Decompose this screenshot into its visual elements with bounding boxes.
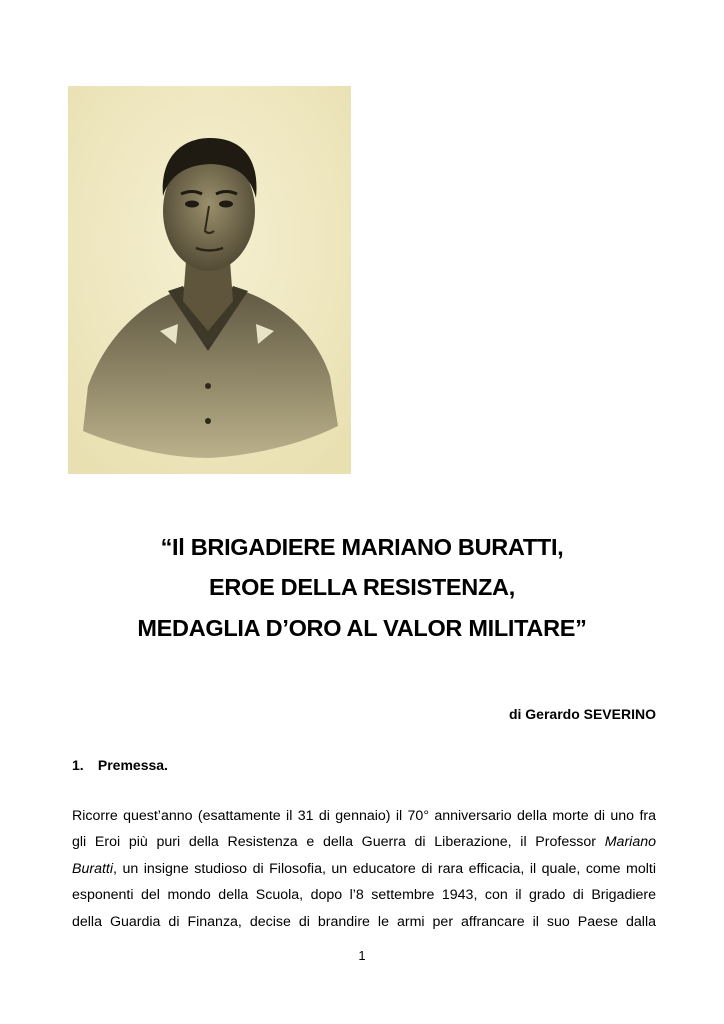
section-heading <box>72 757 168 773</box>
paragraph-line: esponenti del mondo della Scuola, dopo l’8 settembre 1943, con il grado di Brigadiere <box>72 887 656 904</box>
section-number: 1. <box>72 757 84 773</box>
body-paragraph <box>72 803 656 935</box>
portrait-illustration <box>68 86 351 474</box>
author-byline: di Gerardo SEVERINO <box>508 706 656 722</box>
paragraph-italic-surname: Buratti <box>72 860 114 877</box>
paragraph-line <box>72 856 656 882</box>
portrait-photo <box>68 86 351 474</box>
paragraph-line: Ricorre quest’anno (esattamente il 31 di gennaio) il 70° anniversario della morte di uno fra <box>72 808 656 824</box>
title-line-1: “Il BRIGADIERE MARIANO BURATTI, <box>160 534 564 560</box>
paragraph-line <box>72 829 656 855</box>
section-title: Premessa. <box>97 757 168 773</box>
title-line-2: EROE DELLA RESISTENZA, <box>209 574 515 600</box>
paragraph-italic-name: Mariano <box>604 834 656 851</box>
paragraph-text: , un insigne studioso di Filosofia, un educatore di rara efficacia, il quale, come molti <box>113 860 656 877</box>
title-line-3: MEDAGLIA D’ORO AL VALOR MILITARE” <box>137 615 587 641</box>
page-number: 1 <box>358 948 366 963</box>
paragraph-line: della Guardia di Finanza, decise di brandire le armi per affrancare il suo Paese dalla <box>72 913 656 930</box>
paragraph-text: gli Eroi più puri della Resistenza e della Guerra di Liberazione, il Professor <box>72 834 597 851</box>
